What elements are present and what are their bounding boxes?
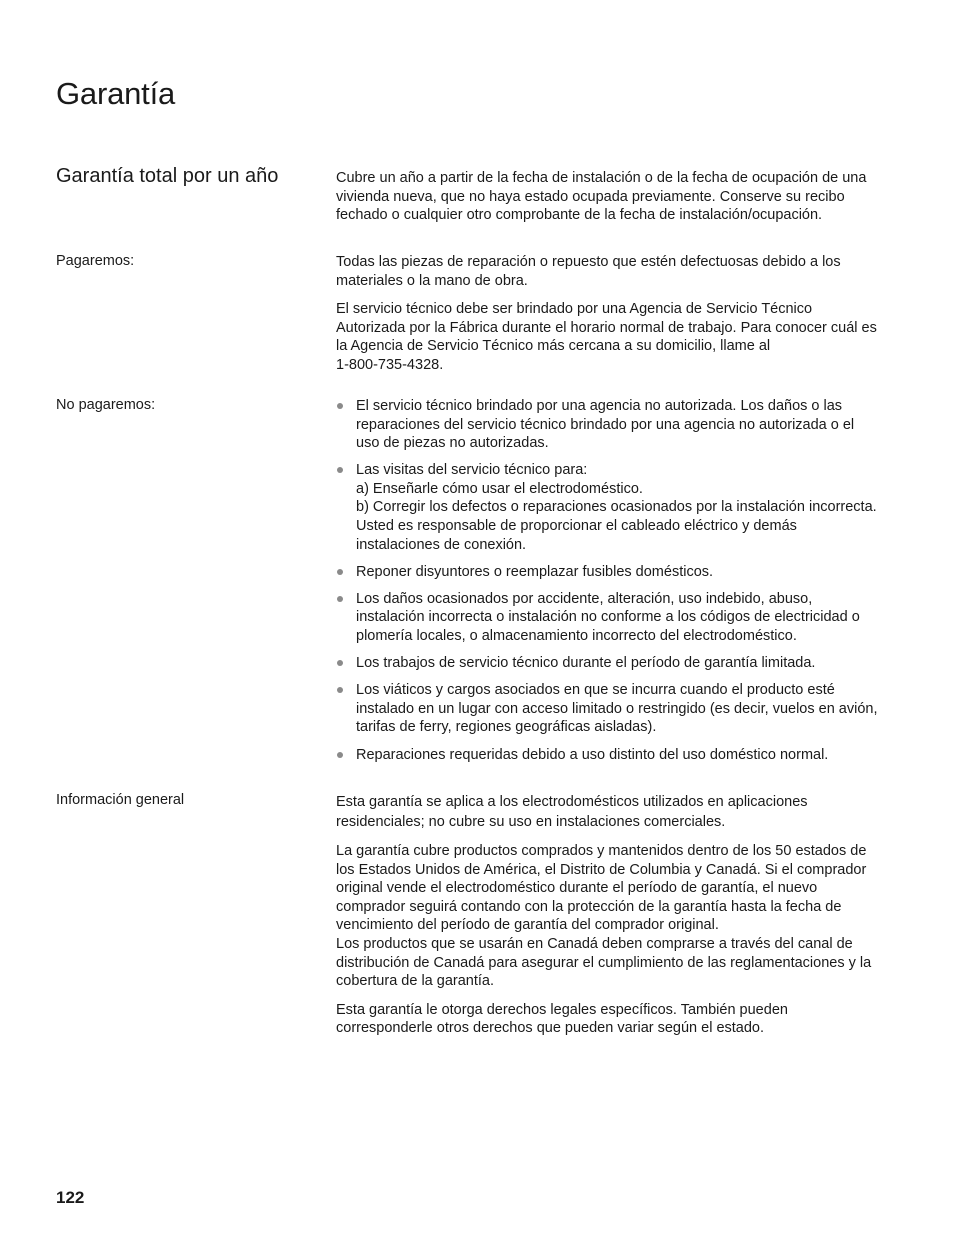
text-line: distribución de Canadá para asegurar el cumplimiento de las reglamentaciones y la <box>336 954 872 971</box>
list-item <box>336 590 902 646</box>
text-line: tarifas de ferry, regiones geográficas aisladas). <box>356 719 657 736</box>
list-item <box>336 397 902 453</box>
text-line: a) Enseñarle cómo usar el electrodoméstico. <box>356 480 643 497</box>
bullet-icon <box>337 660 343 666</box>
section-heading: Garantía total por un año <box>56 165 279 187</box>
paragraph <box>336 300 902 374</box>
warranty-description <box>336 169 902 235</box>
paragraph <box>336 1001 902 1038</box>
text-line: Los trabajos de servicio técnico durante el período de garantía limitada. <box>356 655 816 672</box>
text-line: uso de piezas no autorizadas. <box>356 435 549 452</box>
text-line: cobertura de la garantía. <box>336 973 494 990</box>
text-line: fechado o cualquier otro comprobante de la fecha de instalación/ocupación. <box>336 207 823 224</box>
bullet-icon <box>337 467 343 473</box>
list-item <box>336 681 902 737</box>
text-line: instalado en un lugar con acceso limitado o restringido (es decir, vuelos en avión, <box>356 700 878 717</box>
text-line: comprador seguirá contando con la protección de la garantía hasta la fecha de <box>336 898 842 915</box>
bullet-icon <box>337 596 343 602</box>
paragraph <box>336 792 902 832</box>
page-title: Garantía <box>56 76 176 111</box>
list-item <box>336 461 902 554</box>
text-line: Reparaciones requeridas debido a uso distinto del uso doméstico normal. <box>356 746 829 763</box>
bullet-icon <box>337 687 343 693</box>
page-number: 122 <box>56 1188 85 1207</box>
text-line: instalaciones de conexión. <box>356 536 527 553</box>
text-line: Esta garantía le otorga derechos legales específicos. También pueden <box>336 1001 788 1018</box>
we-will-not-pay-content <box>336 397 902 773</box>
text-line: materiales o la mano de obra. <box>336 272 528 289</box>
bullet-icon <box>337 752 343 758</box>
text-line: 1-800-735-4328. <box>336 356 444 373</box>
text-line: Usted es responsable de proporcionar el cableado eléctrico y demás <box>356 518 797 535</box>
text-line: la Agencia de Servicio Técnico más cercana a su domicilio, llame al <box>336 338 771 355</box>
text-line: Los productos que se usarán en Canadá deben comprarse a través del canal de <box>336 935 853 952</box>
section-label: No pagaremos: <box>56 397 156 413</box>
text-line: Esta garantía se aplica a los electrodomésticos utilizados en aplicaciones <box>336 794 808 810</box>
text-line: vencimiento del período de garantía del comprador original. <box>336 917 719 934</box>
exclusions-list <box>336 397 902 764</box>
text-line: Los daños ocasionados por accidente, alteración, uso indebido, abuso, <box>356 590 813 607</box>
text-line: b) Corregir los defectos o reparaciones ocasionados por la instalación incorrecta. <box>356 499 877 516</box>
text-line: los Estados Unidos de América, el Distrito de Columbia y Canadá. Si el comprador <box>336 861 867 878</box>
section-label: Información general <box>56 792 185 808</box>
text-line: El servicio técnico brindado por una agencia no autorizada. Los daños o las <box>356 398 843 414</box>
text-line: residenciales; no cubre su uso en instalaciones comerciales. <box>336 814 726 830</box>
text-line: La garantía cubre productos comprados y mantenidos dentro de los 50 estados de <box>336 843 867 859</box>
list-item <box>336 654 902 673</box>
text-line: Las visitas del servicio técnico para: <box>356 462 588 479</box>
bullet-icon <box>337 569 343 575</box>
text-line: original vende el electrodoméstico durante el período de garantía, el nuevo <box>336 880 818 897</box>
section-label: Pagaremos: <box>56 253 135 269</box>
list-item <box>336 563 902 582</box>
general-info-content <box>336 792 902 1048</box>
paragraph <box>336 253 902 290</box>
text-line: Todas las piezas de reparación o repuesto que estén defectuosas debido a los <box>336 254 841 270</box>
text-line: Reponer disyuntores o reemplazar fusibles domésticos. <box>356 563 714 580</box>
text-line: corresponderle otros derechos que pueden variar según el estado. <box>336 1020 765 1037</box>
bullet-icon <box>337 403 343 409</box>
text-line: Los viáticos y cargos asociados en que se incurra cuando el producto esté <box>356 682 835 699</box>
list-item <box>336 746 902 765</box>
text-line: plomería locales, o almacenamiento incorrecto del electrodoméstico. <box>356 628 797 645</box>
text-line: reparaciones del servicio técnico brindado por una agencia no autorizada o el <box>356 416 855 433</box>
text-line: vivienda nueva, que no haya estado ocupada previamente. Conserve su recibo <box>336 188 845 205</box>
text-line: Autorizada por la Fábrica durante el horario normal de trabajo. Para conocer cuál es <box>336 319 877 336</box>
text-line: instalación incorrecta o instalación no conforme a los códigos de electricidad o <box>356 609 860 626</box>
we-will-pay-content <box>336 253 902 385</box>
text-line: El servicio técnico debe ser brindado por una Agencia de Servicio Técnico <box>336 301 813 318</box>
paragraph <box>336 842 902 991</box>
text-line: Cubre un año a partir de la fecha de instalación o de la fecha de ocupación de una <box>336 170 867 186</box>
paragraph <box>336 169 902 225</box>
